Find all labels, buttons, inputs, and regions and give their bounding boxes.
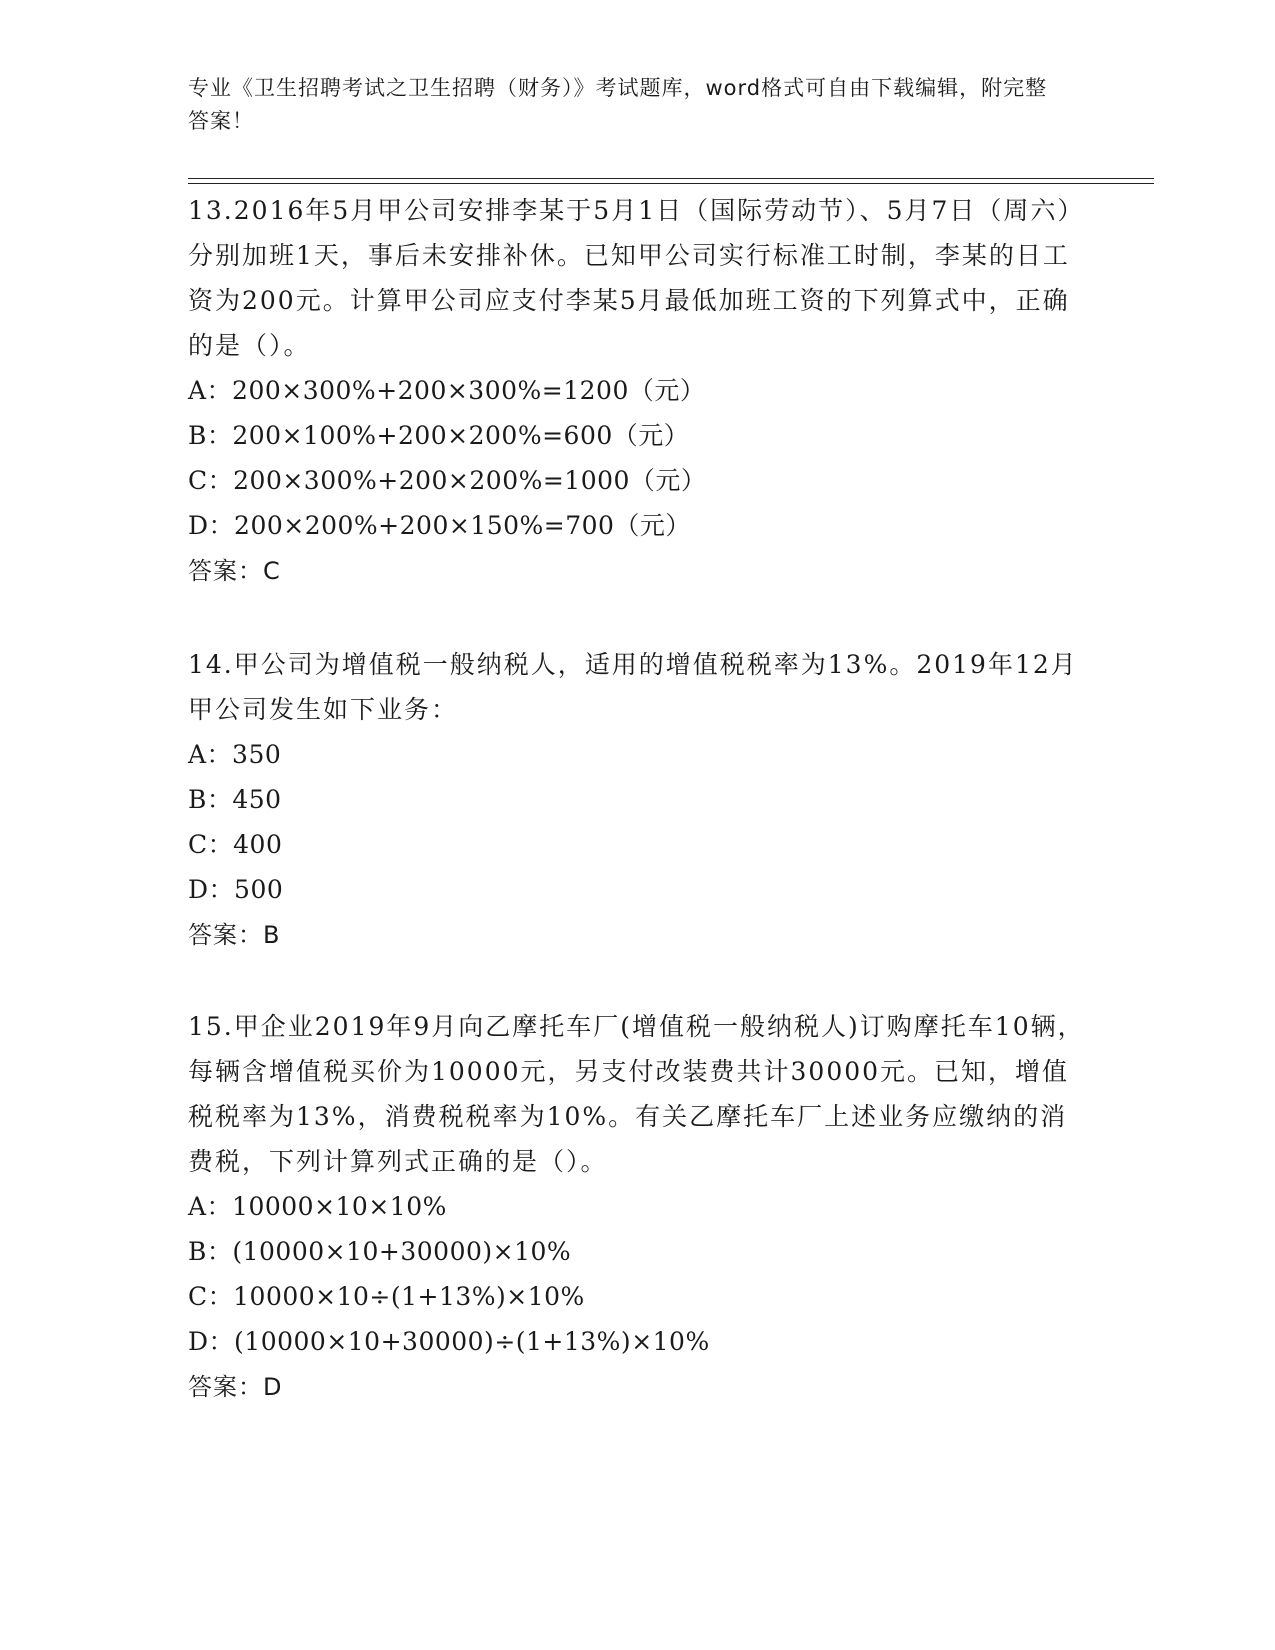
option-c: C：400: [188, 830, 283, 859]
option-c: C：200×300%+200×200%=1000（元）: [188, 466, 707, 495]
header-divider-bottom: [188, 183, 1154, 184]
answer-line: 答案：D: [188, 1373, 283, 1401]
option-c: C：10000×10÷(1+13%)×10%: [188, 1282, 585, 1311]
option-b: B：200×100%+200×200%=600（元）: [188, 421, 690, 450]
question-13: [188, 188, 1088, 594]
question-14: [188, 642, 1088, 958]
option-a: A：350: [188, 740, 282, 769]
question-stem: 15.甲企业2019年9月向乙摩托车厂(增值税一般纳税人)订购摩托车10辆，每辆含增值税买价为10000元，另支付改装费共计30000元。已知，增值税税率为13%，消费税税率为10%。有关乙摩托车厂上述业务应缴纳的消费税，下列计算列式正确的是（）。: [188, 1012, 1085, 1176]
option-d: D：500: [188, 875, 284, 904]
header-divider-top: [188, 178, 1154, 179]
option-b: B：450: [188, 785, 282, 814]
option-d: D：200×200%+200×150%=700（元）: [188, 511, 691, 540]
option-a: A：10000×10×10%: [188, 1192, 447, 1221]
option-a: A：200×300%+200×300%=1200（元）: [188, 376, 706, 405]
question-stem: 14.甲公司为增值税一般纳税人，适用的增值税税率为13%。2019年12月甲公司发生如下业务：: [188, 650, 1078, 724]
option-b: B：(10000×10+30000)×10%: [188, 1237, 572, 1266]
answer-line: 答案：C: [188, 557, 281, 585]
option-d: D：(10000×10+30000)÷(1+13%)×10%: [188, 1327, 710, 1356]
question-stem: 13.2016年5月甲公司安排李某于5月1日（国际劳动节）、5月7日（周六）分别加班1天，事后未安排补休。已知甲公司实行标准工时制，李某的日工资为200元。计算甲公司应支付李某5月最低加班工资的下列算式中，正确的是（）。: [188, 196, 1085, 360]
document-header: 专业《卫生招聘考试之卫生招聘（财务）》考试题库，word格式可自由下载编辑，附完整答案！: [188, 76, 1048, 133]
answer-line: 答案：B: [188, 921, 281, 949]
question-15: [188, 1004, 1088, 1410]
